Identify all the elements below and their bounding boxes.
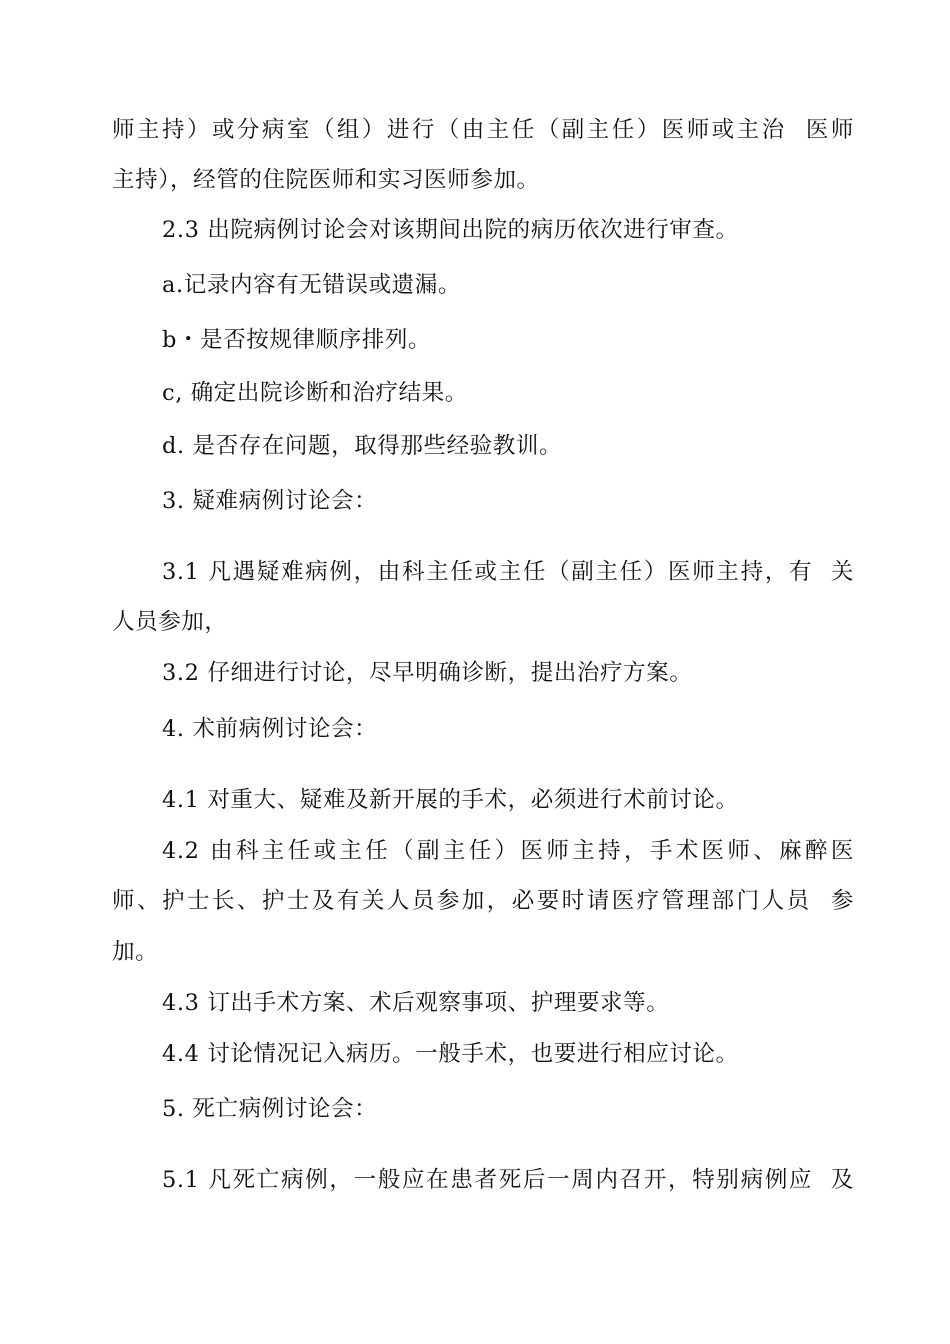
section-3-2: 3.2 仔细进行讨论，尽早明确诊断，提出治疗方案。	[162, 660, 693, 686]
section-2-3: 2.3 出院病例讨论会对该期间出院的病历依次进行审查。	[162, 217, 739, 243]
text-line: 师主持）或分病室（组）进行（由主任（副主任）医师或主治 医师	[112, 117, 854, 143]
item-a: a.记录内容有无错误或遗漏。	[162, 272, 461, 298]
heading-3: 3. 疑难病例讨论会：	[162, 488, 378, 514]
heading-4: 4. 术前病例讨论会：	[162, 716, 378, 742]
section-4-2: 4.2 由科主任或主任（副主任）医师主持，手术医师、麻醉医	[162, 838, 854, 864]
section-3-1: 3.1 凡遇疑难病例，由科主任或主任（副主任）医师主持，有 关	[162, 559, 854, 585]
text-line: 人员参加，	[112, 609, 228, 635]
item-b: b・是否按规律顺序排列。	[162, 327, 432, 353]
section-4-1: 4.1 对重大、疑难及新开展的手术，必须进行术前讨论。	[162, 787, 739, 813]
section-5-1: 5.1 凡死亡病例，一般应在患者死后一周内召开，特别病例应 及	[162, 1167, 854, 1193]
text-line: 加。	[112, 939, 159, 965]
section-4-4: 4.4 讨论情况记入病历。一般手术，也要进行相应讨论。	[162, 1041, 739, 1067]
heading-5: 5. 死亡病例讨论会：	[162, 1096, 378, 1122]
text-line: 师、护士长、护士及有关人员参加，必要时请医疗管理部门人员 参	[112, 888, 854, 914]
section-4-3: 4.3 订出手术方案、术后观察事项、护理要求等。	[162, 990, 670, 1016]
item-c: c, 确定出院诊断和治疗结果。	[162, 380, 468, 406]
text-line: 主持），经管的住院医师和实习医师参加。	[112, 167, 540, 193]
item-d: d. 是否存在问题，取得那些经验教训。	[162, 433, 563, 459]
